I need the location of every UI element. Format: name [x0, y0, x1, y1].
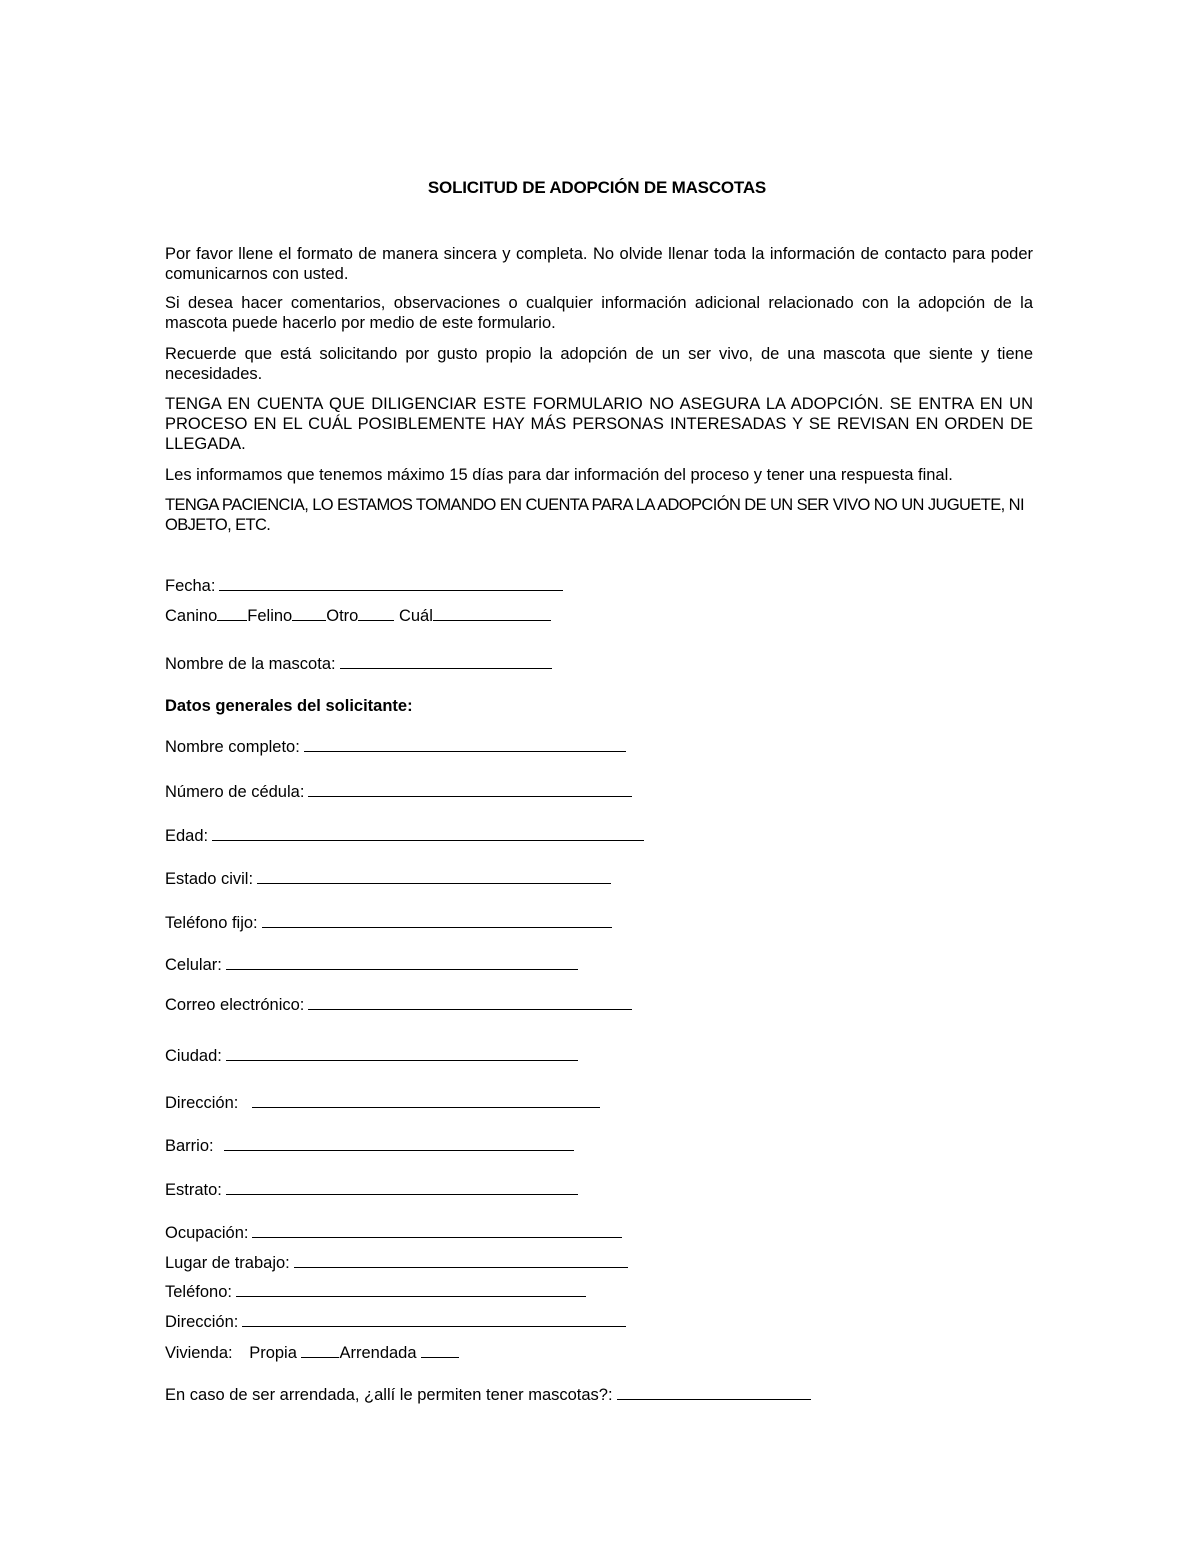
telefono-fijo-blank[interactable] — [262, 911, 612, 928]
edad-label: Edad: — [165, 827, 209, 845]
nombre-completo-label: Nombre completo: — [165, 738, 300, 756]
nombre-mascota-row — [165, 652, 552, 674]
celular-label: Celular: — [165, 956, 222, 974]
cedula-row — [165, 780, 632, 802]
otro-label: Otro — [326, 607, 359, 625]
telefono-blank[interactable] — [236, 1280, 586, 1297]
intro-paragraph-6 — [165, 495, 1033, 535]
telefono-fijo-row — [165, 911, 612, 933]
telefono-label: Teléfono: — [165, 1283, 232, 1301]
intro-text: Les informamos que tenemos máximo 15 días para dar información del proceso y tener una respuesta final. — [165, 466, 953, 484]
intro-paragraph-2 — [165, 293, 1033, 333]
intro-text: TENGA PACIENCIA, LO ESTAMOS TOMANDO EN CUENTA PARA LA ADOPCIÓN DE UN SER VIVO NO UN JUGUETE, NI OBJETO, ETC. — [165, 496, 1024, 534]
lugar-trabajo-blank[interactable] — [294, 1251, 628, 1268]
fecha-label: Fecha: — [165, 577, 216, 595]
arrendada-label: Arrendada — [339, 1344, 417, 1362]
direccion-row — [165, 1091, 600, 1113]
barrio-row — [165, 1134, 574, 1156]
edad-row — [165, 824, 644, 846]
intro-text: TENGA EN CUENTA QUE DILIGENCIAR ESTE FORMULARIO NO ASEGURA LA ADOPCIÓN. SE ENTRA EN UN PROCESO EN EL CUÁL POSIBLEMENTE HAY MÁS PERSONAS INTERESADAS Y SE REVISAN EN ORDEN DE LLEGADA. — [165, 395, 1033, 453]
fecha-row — [165, 574, 563, 596]
felino-blank[interactable] — [292, 604, 326, 621]
mascotas-permitidas-label: En caso de ser arrendada, ¿allí le permiten tener mascotas?: — [165, 1386, 613, 1404]
arrendada-blank[interactable] — [421, 1341, 459, 1358]
otro-blank[interactable] — [358, 604, 394, 621]
cedula-label: Número de cédula: — [165, 783, 305, 801]
ocupacion-label: Ocupación: — [165, 1224, 249, 1242]
estrato-row — [165, 1178, 578, 1200]
intro-text: Si desea hacer comentarios, observaciones o cualquier información adicional relacionado con la adopción de la mascota puede hacerlo por medio de este formulario. — [165, 294, 1033, 332]
estrato-label: Estrato: — [165, 1181, 222, 1199]
nombre-completo-blank[interactable] — [304, 735, 626, 752]
lugar-trabajo-label: Lugar de trabajo: — [165, 1254, 290, 1272]
propia-label: Propia — [249, 1344, 297, 1362]
telefono-row — [165, 1280, 586, 1302]
ocupacion-blank[interactable] — [252, 1221, 622, 1238]
vivienda-label: Vivienda: — [165, 1344, 233, 1362]
direccion-trabajo-row — [165, 1310, 626, 1332]
correo-row — [165, 993, 632, 1015]
cual-label: Cuál — [398, 607, 433, 625]
direccion-label: Dirección: — [165, 1094, 239, 1112]
ciudad-blank[interactable] — [226, 1044, 578, 1061]
estado-civil-label: Estado civil: — [165, 870, 254, 888]
direccion-trabajo-blank[interactable] — [242, 1310, 626, 1327]
ocupacion-row — [165, 1221, 622, 1243]
intro-text: Recuerde que está solicitando por gusto propio la adopción de un ser vivo, de una mascota que siente y tiene necesidades. — [165, 345, 1033, 383]
fecha-blank[interactable] — [219, 574, 563, 591]
correo-blank[interactable] — [308, 993, 632, 1010]
document-title: SOLICITUD DE ADOPCIÓN DE MASCOTAS — [427, 178, 767, 197]
felino-label: Felino — [247, 607, 293, 625]
nombre-mascota-blank[interactable] — [340, 652, 552, 669]
estrato-blank[interactable] — [226, 1178, 578, 1195]
lugar-trabajo-row — [165, 1251, 628, 1273]
intro-paragraph-1 — [165, 244, 1033, 284]
edad-blank[interactable] — [212, 824, 644, 841]
nombre-completo-row — [165, 735, 626, 757]
direccion-trabajo-label: Dirección: — [165, 1313, 239, 1331]
canino-label: Canino — [165, 607, 218, 625]
direccion-blank[interactable] — [252, 1091, 600, 1108]
mascotas-permitidas-blank[interactable] — [617, 1383, 811, 1400]
barrio-label: Barrio: — [165, 1137, 214, 1155]
barrio-blank[interactable] — [224, 1134, 574, 1151]
celular-blank[interactable] — [226, 953, 578, 970]
canino-blank[interactable] — [217, 604, 247, 621]
telefono-fijo-label: Teléfono fijo: — [165, 914, 258, 932]
intro-paragraph-3 — [165, 344, 1033, 384]
estado-civil-blank[interactable] — [257, 867, 611, 884]
correo-label: Correo electrónico: — [165, 996, 305, 1014]
ciudad-row — [165, 1044, 578, 1066]
intro-paragraph-4 — [165, 394, 1033, 454]
mascotas-permitidas-row — [165, 1383, 811, 1405]
estado-civil-row — [165, 867, 611, 889]
propia-blank[interactable] — [301, 1341, 339, 1358]
nombre-mascota-label: Nombre de la mascota: — [165, 655, 336, 673]
celular-row — [165, 953, 578, 975]
cual-blank[interactable] — [433, 604, 551, 621]
vivienda-row — [165, 1341, 459, 1363]
cedula-blank[interactable] — [308, 780, 632, 797]
section-heading: Datos generales del solicitante: — [165, 697, 413, 715]
species-row — [165, 604, 551, 626]
intro-paragraph-5 — [165, 465, 1033, 485]
ciudad-label: Ciudad: — [165, 1047, 222, 1065]
intro-text: Por favor llene el formato de manera sincera y completa. No olvide llenar toda la información de contacto para poder comunicarnos con usted. — [165, 245, 1033, 283]
